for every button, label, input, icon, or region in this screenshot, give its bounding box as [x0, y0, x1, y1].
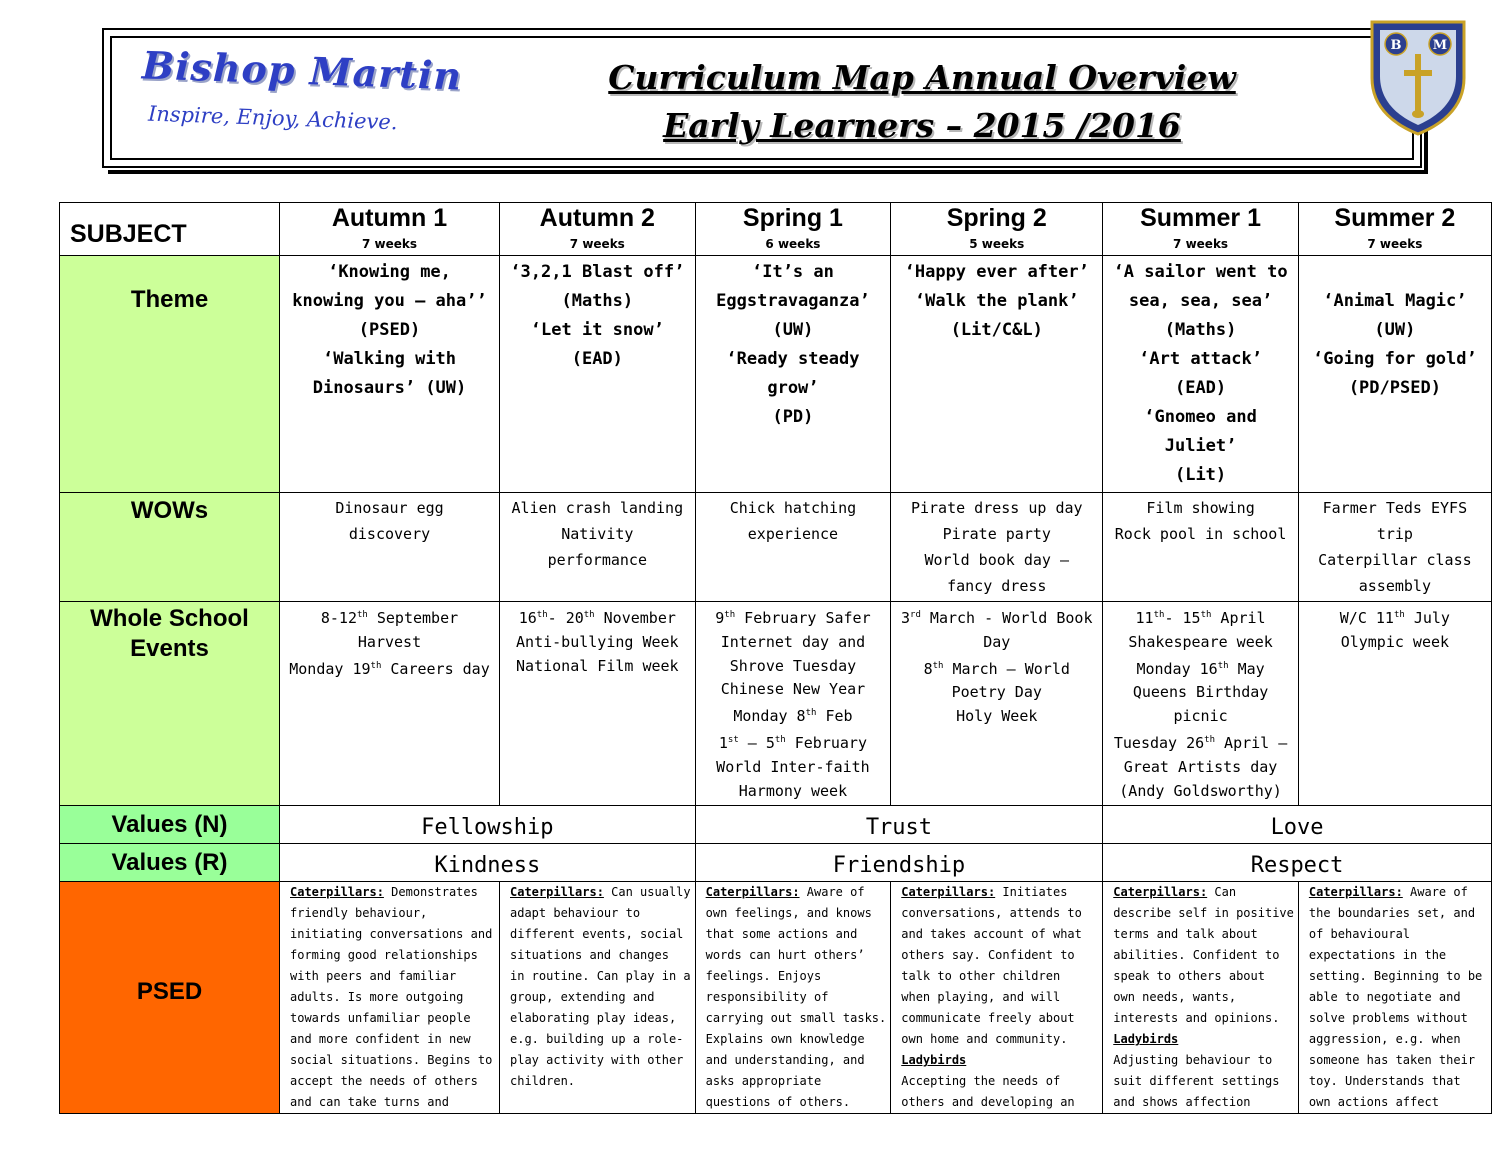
psed-cell: [1298, 882, 1491, 1114]
cell-line: (Maths): [561, 291, 634, 311]
wow-cell: [1298, 493, 1491, 602]
event-line: Shakespeare week: [1128, 632, 1273, 651]
psed-line: describe self in positive: [1113, 906, 1294, 921]
psed-line: Ladybirds: [901, 1053, 967, 1068]
psed-line: Caterpillars: Can usually: [510, 885, 691, 900]
event-cell: [280, 602, 500, 806]
theme-row: [60, 256, 1492, 493]
event-line: Monday 16th May: [1136, 659, 1265, 678]
event-line: Olympic week: [1340, 632, 1450, 651]
cell-line: Juliet’: [1164, 436, 1237, 456]
psed-line: Caterpillars: Aware of: [705, 885, 865, 900]
psed-line: aggression, e.g. when: [1308, 1032, 1461, 1047]
events-label-line1: Whole School: [90, 605, 249, 632]
psed-line: Caterpillars: Can: [1113, 885, 1237, 900]
event-line: Holy Week: [956, 707, 1038, 726]
event-line: Day: [983, 632, 1011, 651]
cell-line: ‘Art attack’: [1139, 349, 1262, 369]
page-title: Curriculum Map Annual Overview: [608, 58, 1236, 97]
value-cell: Love: [1103, 806, 1492, 844]
term-header: [695, 203, 891, 256]
psed-line: questions of others.: [705, 1095, 851, 1110]
term-header: [280, 203, 500, 256]
term-weeks: 7 weeks: [569, 237, 625, 251]
cell-line: ‘Gnomeo and: [1144, 407, 1257, 427]
theme-cell: [280, 256, 500, 493]
event-line: picnic: [1173, 707, 1228, 726]
psed-line: and more confident in new: [290, 1032, 471, 1047]
cell-line: Film showing: [1146, 499, 1255, 517]
psed-cell: [500, 882, 696, 1114]
event-line: 11th- 15th April: [1135, 609, 1266, 627]
school-name: Bishop Martin: [141, 42, 463, 99]
subject-header: SUBJECT: [60, 203, 280, 256]
psed-line: solve problems without: [1308, 1011, 1468, 1026]
cell-line: (Maths): [1164, 320, 1237, 340]
term-name: Autumn 1: [331, 204, 448, 232]
event-line: Harvest: [357, 632, 422, 651]
event-cell: [891, 602, 1103, 806]
value-cell: Friendship: [695, 844, 1103, 882]
psed-line: situations and changes: [510, 948, 669, 963]
event-cell: [1103, 602, 1299, 806]
cell-line: ‘3,2,1 Blast off’: [510, 262, 685, 282]
psed-line: expectations in the: [1308, 948, 1447, 963]
cell-line: Eggstravaganza’: [716, 291, 870, 311]
psed-line: words can hurt others’: [705, 948, 865, 963]
event-line: Tuesday 26th April –: [1113, 733, 1288, 752]
event-line: Queens Birthday: [1132, 683, 1269, 702]
term-weeks: 7 weeks: [1173, 237, 1229, 251]
term-weeks: 6 weeks: [765, 237, 821, 251]
event-line: Monday 19th Careers day: [289, 659, 490, 678]
psed-line: toy. Understands that: [1308, 1074, 1461, 1089]
event-line: 16th- 20th November: [518, 609, 676, 627]
psed-cell: [891, 882, 1103, 1114]
psed-line: adults. Is more outgoing: [290, 990, 464, 1005]
cell-line: ‘Animal Magic’: [1323, 291, 1467, 311]
psed-line: different events, social: [510, 927, 684, 942]
theme-label: Theme: [130, 286, 209, 313]
cell-line: World book day –: [924, 551, 1069, 569]
term-weeks: 7 weeks: [361, 237, 417, 251]
psed-line: and takes account of what: [901, 927, 1082, 942]
term-name: Summer 1: [1140, 204, 1261, 232]
school-crest-icon: [1368, 18, 1468, 136]
psed-line: able to negotiate and: [1308, 990, 1461, 1005]
cell-line: ‘Walking with: [322, 349, 457, 369]
event-line: 8th March – World: [923, 659, 1070, 678]
cell-line: (EAD): [1174, 378, 1227, 398]
psed-line: initiating conversations and: [290, 927, 493, 942]
term-header: [500, 203, 696, 256]
curriculum-table: [59, 202, 1492, 1114]
psed-line: e.g. building up a role-: [510, 1032, 684, 1047]
value-cell: Kindness: [280, 844, 696, 882]
cell-line: Dinosaurs’ (UW): [312, 378, 467, 398]
psed-line: in routine. Can play in a: [510, 969, 691, 984]
term-weeks: 5 weeks: [969, 237, 1025, 251]
psed-line: Caterpillars: Aware of: [1308, 885, 1468, 900]
event-line: Shrove Tuesday: [729, 656, 857, 675]
psed-line: group, extending and: [510, 990, 655, 1005]
events-label-cell: [60, 602, 280, 806]
cell-line: Pirate party: [942, 525, 1051, 543]
cell-line: assembly: [1358, 577, 1431, 595]
psed-line: talk to other children: [901, 969, 1061, 984]
psed-line: when playing, and will: [901, 990, 1061, 1005]
header-box: [102, 28, 1422, 168]
event-line: 9th February Safer: [715, 609, 871, 627]
psed-line: responsibility of: [705, 990, 829, 1005]
values-n-label: Values (N): [60, 806, 280, 844]
term-name: Spring 1: [742, 204, 843, 232]
psed-line: own feelings, and knows: [705, 906, 872, 921]
event-line: W/C 11th July: [1339, 609, 1450, 627]
theme-cell: [695, 256, 891, 493]
wow-cell: [891, 493, 1103, 602]
psed-line: someone has taken their: [1308, 1053, 1476, 1068]
event-line: World Inter-faith: [716, 757, 870, 776]
event-line: Poetry Day: [951, 683, 1042, 702]
psed-line: feelings. Enjoys: [705, 969, 822, 984]
term-header: [891, 203, 1103, 256]
psed-line: social situations. Begins to: [290, 1053, 493, 1068]
cell-line: (PD): [772, 407, 814, 427]
psed-line: the boundaries set, and: [1308, 906, 1476, 921]
cell-line: ‘Walk the plank’: [914, 291, 1079, 311]
psed-line: adapt behaviour to: [510, 906, 641, 921]
cell-line: Alien crash landing: [511, 499, 684, 517]
event-line: National Film week: [516, 656, 679, 675]
event-line: 3rd March - World Book: [901, 609, 1093, 627]
cell-line: grow’: [767, 378, 819, 398]
cell-line: (EAD): [571, 349, 623, 369]
psed-line: and can take turns and: [290, 1095, 449, 1110]
psed-line: and understanding, and: [705, 1053, 865, 1068]
theme-label-cell: [60, 256, 280, 493]
event-line: Chinese New Year: [720, 680, 866, 699]
theme-cell: [1103, 256, 1299, 493]
wows-row: [60, 493, 1492, 602]
psed-line: own actions affect: [1308, 1095, 1439, 1110]
theme-cell: [500, 256, 696, 493]
cell-line: Dinosaur egg: [335, 499, 444, 517]
cell-line: (UW): [1374, 320, 1416, 340]
psed-line: speak to others about: [1113, 969, 1265, 984]
wow-cell: [695, 493, 891, 602]
value-cell: Fellowship: [280, 806, 696, 844]
cell-line: performance: [547, 551, 647, 569]
cell-line: Rock pool in school: [1114, 525, 1287, 543]
cell-line: [1303, 258, 1487, 287]
crest-letter-m: M: [1432, 38, 1448, 53]
event-line: 1st – 5th February: [718, 733, 867, 752]
psed-line: carrying out small tasks.: [705, 1011, 887, 1026]
cell-line: knowing you – aha’’: [292, 291, 487, 311]
page-subtitle: Early Learners – 2015 /2016: [663, 106, 1181, 145]
theme-cell: [1298, 256, 1491, 493]
cell-line: Pirate dress up day: [910, 499, 1083, 517]
cell-line: experience: [747, 525, 839, 543]
psed-line: communicate freely about: [901, 1011, 1075, 1026]
psed-line: own needs, wants,: [1113, 990, 1237, 1005]
event-line: Great Artists day: [1123, 757, 1278, 776]
cell-line: Chick hatching: [729, 499, 857, 517]
psed-line: others and developing an: [901, 1095, 1075, 1110]
event-cell: [500, 602, 696, 806]
psed-line: forming good relationships: [290, 948, 478, 963]
psed-line: that some actions and: [705, 927, 858, 942]
cell-line: ‘Let it snow’: [530, 320, 664, 340]
cell-line: (PD/PSED): [1348, 378, 1441, 398]
values-r-row: [60, 844, 1492, 882]
cell-line: ‘Knowing me,: [328, 262, 451, 282]
psed-cell: [280, 882, 500, 1114]
event-line: Internet day and: [720, 632, 866, 651]
psed-cell: [1103, 882, 1299, 1114]
cell-line: sea, sea, sea’: [1128, 291, 1273, 311]
cell-line: trip: [1376, 525, 1413, 543]
cell-line: ‘Ready steady: [726, 349, 860, 369]
event-line: Anti-bullying Week: [516, 632, 679, 651]
event-cell: [695, 602, 891, 806]
psed-line: towards unfamiliar people: [290, 1011, 471, 1026]
psed-line: Caterpillars: Initiates: [901, 885, 1068, 900]
events-label-line2: Events: [130, 635, 209, 662]
psed-line: elaborating play ideas,: [510, 1011, 677, 1026]
psed-line: terms and talk about: [1113, 927, 1258, 942]
psed-line: Caterpillars: Demonstrates: [290, 885, 478, 900]
event-cell: [1298, 602, 1491, 806]
school-motto: Inspire, Enjoy, Achieve.: [147, 101, 398, 135]
term-header: [1298, 203, 1491, 256]
cell-line: ‘Happy ever after’: [904, 262, 1089, 282]
psed-label: PSED: [136, 977, 203, 1005]
event-line: (Andy Goldsworthy): [1119, 781, 1282, 800]
value-cell: Respect: [1103, 844, 1492, 882]
term-name: Spring 2: [946, 204, 1047, 232]
cell-line: (UW): [772, 320, 814, 340]
psed-line: Adjusting behaviour to: [1113, 1053, 1273, 1068]
term-weeks: 7 weeks: [1367, 237, 1423, 251]
cell-line: Farmer Teds EYFS: [1322, 499, 1468, 517]
cell-line: discovery: [348, 525, 431, 543]
psed-line: own home and community.: [901, 1032, 1068, 1047]
value-cell: Trust: [695, 806, 1103, 844]
values-n-row: [60, 806, 1492, 844]
psed-line: asks appropriate: [705, 1074, 822, 1089]
event-line: Harmony week: [738, 781, 848, 800]
psed-line: and shows affection: [1113, 1095, 1251, 1110]
term-name: Summer 2: [1334, 204, 1456, 232]
psed-line: others say. Confident to: [901, 948, 1075, 963]
values-r-label: Values (R): [60, 844, 280, 882]
psed-line: conversations, attends to: [901, 906, 1082, 921]
psed-line: Ladybirds: [1113, 1032, 1179, 1047]
cell-line: ‘A sailor went to: [1113, 262, 1288, 282]
psed-line: with peers and familiar: [290, 969, 457, 984]
psed-line: setting. Beginning to be: [1308, 969, 1483, 984]
psed-label-cell: [60, 882, 280, 1114]
cell-line: ‘It’s an: [751, 262, 834, 282]
wow-cell: [500, 493, 696, 602]
psed-line: suit different settings: [1113, 1074, 1280, 1089]
psed-line: play activity with other: [510, 1053, 684, 1068]
crest-letter-b: B: [1390, 38, 1402, 53]
cell-line: (PSED): [358, 320, 421, 340]
term-header: [1103, 203, 1299, 256]
term-header-row: [60, 203, 1492, 256]
wows-label-cell: [60, 493, 280, 602]
psed-line: Accepting the needs of: [901, 1074, 1061, 1089]
wows-label: WOWs: [130, 497, 209, 524]
wow-cell: [280, 493, 500, 602]
psed-line: friendly behaviour,: [290, 906, 428, 921]
cell-line: ‘Going for gold’: [1312, 349, 1477, 369]
psed-line: Explains own knowledge: [705, 1032, 865, 1047]
cell-line: (Lit/C&L): [950, 320, 1043, 340]
cell-line: fancy dress: [947, 577, 1047, 595]
events-row: [60, 602, 1492, 806]
wow-cell: [1103, 493, 1299, 602]
term-name: Autumn 2: [539, 204, 655, 232]
psed-line: abilities. Confident to: [1113, 948, 1280, 963]
cell-line: (Lit): [1174, 465, 1227, 485]
header-inner-box: [110, 36, 1414, 160]
psed-cell: [695, 882, 891, 1114]
cell-line: Nativity: [561, 525, 634, 543]
psed-line: interests and opinions.: [1113, 1011, 1280, 1026]
event-line: 8-12th September: [320, 609, 459, 627]
cell-line: Caterpillar class: [1318, 551, 1472, 569]
psed-line: accept the needs of others: [290, 1074, 478, 1089]
psed-row: [60, 882, 1492, 1114]
psed-line: children.: [510, 1074, 576, 1089]
event-line: Monday 8th Feb: [733, 707, 853, 726]
psed-line: of behavioural: [1308, 927, 1411, 942]
theme-cell: [891, 256, 1103, 493]
